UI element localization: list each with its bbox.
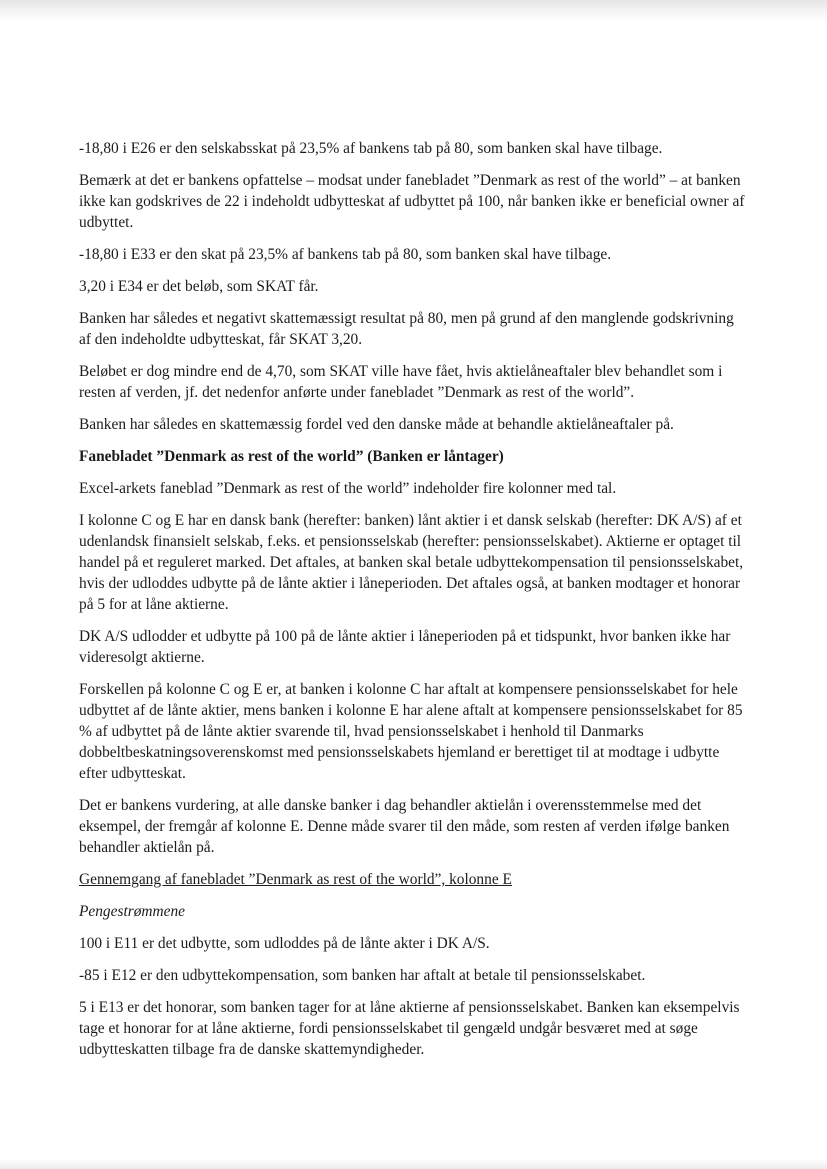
paragraph-e33: -18,80 i E33 er den skat på 23,5% af bankens tab på 80, som banken skal have tilbage. (79, 246, 612, 263)
paragraph-tax-advantage: Banken har således en skattemæssig fordel ved den danske måde at behandle aktielåneaftaler på. (79, 416, 674, 433)
paragraph-e34: 3,20 i E34 er det beløb, som SKAT får. (79, 278, 319, 295)
paragraph-negative-result: Banken har således et negativt skattemæssigt resultat på 80, men på grund af den manglende godskrivning af den indeholdte udbytteskat, får SKAT 3,20. (79, 310, 734, 348)
scan-edge-top (0, 0, 827, 22)
paragraph-amount-comparison: Beløbet er dog mindre end de 4,70, som SKAT ville have fået, hvis aktielåneaftaler blev behandlet som i resten af verden, jf. det nedenfor anførte under fanebladet ”Denmark as rest of the world”. (79, 363, 723, 401)
paragraph-excel-tab: Excel-arkets faneblad ”Denmark as rest of the world” indeholder fire kolonner med tal. (79, 480, 617, 497)
paragraph-e12: -85 i E12 er den udbyttekompensation, som banken har aftalt at betale til pensionsselskabet. (79, 967, 646, 984)
document-page (79, 138, 747, 1071)
paragraph-dividend: DK A/S udlodder et udbytte på 100 på de lånte aktier i låneperioden på et tidspunkt, hvor banken ikke har videresolgt aktierne. (79, 628, 731, 666)
paragraph-column-c-e: I kolonne C og E har en dansk bank (herefter: banken) lånt aktier i et dansk selskab (herefter: DK A/S) af et udenlandsk finansielt selskab, f.eks. et pensionsselskab (herefter: pensionsselskabet). Aktierne er optaget til handel på et reguleret marked. Det aftales, at banken skal betale udbyttekompensation til pensionsselskabet, hvis der udloddes udbytte på de lånte aktier i låneperioden. Det aftales også, at banken modtager et honorar på 5 for at låne aktierne. (79, 512, 744, 613)
scan-edge-bottom (0, 1159, 827, 1169)
paragraph-e26: -18,80 i E26 er den selskabsskat på 23,5% af bankens tab på 80, som banken skal have tilbage. (79, 140, 663, 157)
paragraph-bank-assessment: Det er bankens vurdering, at alle danske banker i dag behandler aktielån i overensstemmelse med det eksempel, der fremgår af kolonne E. Denne måde svarer til den måde, som resten af verden ifølge banken behandler aktielån på. (79, 797, 730, 856)
subheading-review-column-e: Gennemgang af fanebladet ”Denmark as rest of the world”, kolonne E (79, 871, 512, 888)
subheading-cash-flows: Pengestrømmene (79, 903, 185, 920)
paragraph-e13: 5 i E13 er det honorar, som banken tager for at låne aktierne af pensionsselskabet. Banken kan eksempelvis tage et honorar for at låne aktierne, fordi pensionsselskabet til gengæld undgår besværet med at søge udbytteskatten tilbage fra de danske skattemyndigheder. (79, 999, 740, 1058)
paragraph-note-beneficial-owner: Bemærk at det er bankens opfattelse – modsat under fanebladet ”Denmark as rest of the world” – at banken ikke kan godskrives de 22 i indeholdt udbytteskat af udbyttet på 100, når banken ikke er beneficial owner af udbyttet. (79, 172, 745, 231)
paragraph-difference: Forskellen på kolonne C og E er, at banken i kolonne C har aftalt at kompensere pensionsselskabet for hele udbyttet af de lånte aktier, mens banken i kolonne E har alene aftalt at kompensere pensionsselskabet for 85 % af udbyttet på de lånte aktier svarende til, hvad pensionsselskabet i henhold til Danmarks dobbeltbeskatningsoverenskomst med pensionsselskabets hjemland er berettiget til at modtage i udbytte efter udbytteskat. (79, 681, 743, 782)
section-heading-denmark-rest-of-world: Fanebladet ”Denmark as rest of the world” (Banken er låntager) (79, 448, 504, 465)
paragraph-e11: 100 i E11 er det udbytte, som udloddes på de lånte akter i DK A/S. (79, 935, 490, 952)
